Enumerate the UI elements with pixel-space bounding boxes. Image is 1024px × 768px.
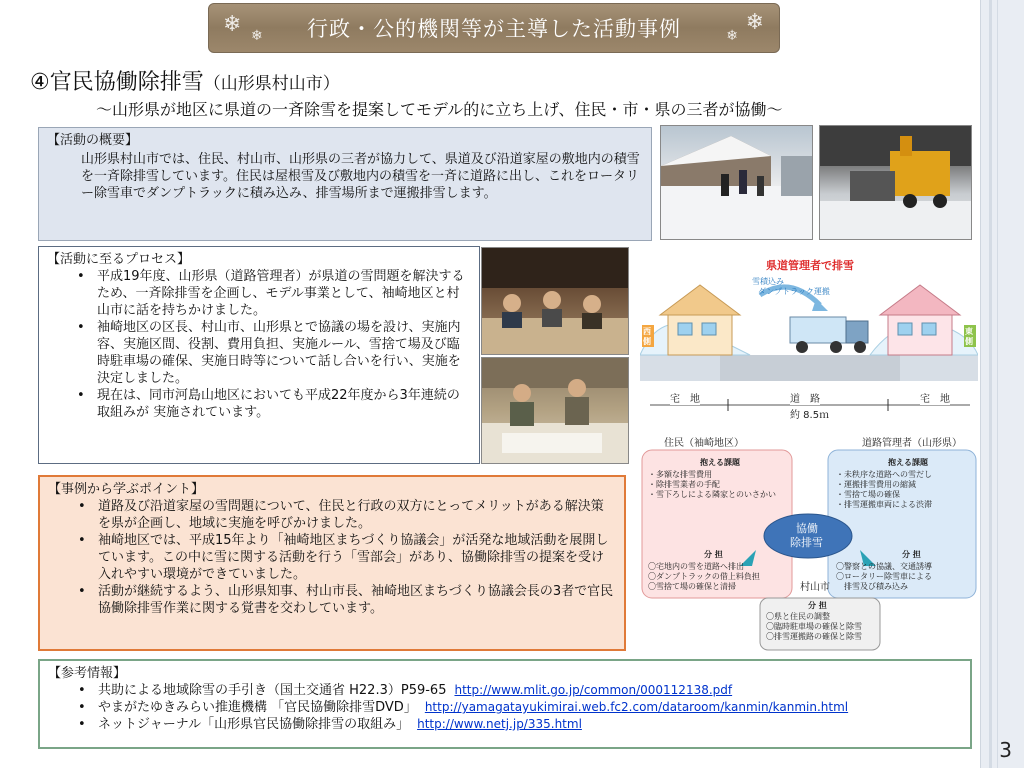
snowflake-icon: ❄: [726, 28, 739, 44]
city-share-title: 分 担: [808, 601, 827, 610]
diagram-title: 県道管理者で排雪: [766, 259, 854, 272]
reference-text: ネットジャーナル「山形県官民協働除排雪の取組み」: [98, 717, 410, 732]
admin-issue-item: ・運搬排雪費用の縮減: [836, 480, 916, 489]
key-points-box: [38, 475, 626, 651]
references-heading: 【参考情報】: [48, 666, 127, 681]
collaboration-diagram: [640, 432, 978, 654]
points-list: [48, 498, 616, 617]
list-item: • 袖崎地区では、平成15年より「袖崎地区まちづくり協議会」が活発な地域活動を展開しています。この中に雪に関する活動を行う「雪部会」があり、協働除排雪の提案を受け入れやすい環境ができていました。: [48, 532, 616, 583]
list-item: [48, 716, 962, 733]
references-box: [38, 659, 972, 749]
overview-heading: 【活動の概要】: [47, 133, 139, 148]
reference-text: 共助による地域除雪の手引き（国土交通省 H22.3）P59-65: [98, 683, 447, 698]
snowflake-icon: ❄: [251, 28, 264, 44]
admin-issues-title: 抱える課題: [888, 458, 928, 467]
diagram-left-zone: 宅 地: [670, 390, 700, 405]
page-title: [30, 65, 340, 96]
page-number: 3: [999, 738, 1012, 762]
resident-title: 住民（袖崎地区）: [664, 438, 744, 449]
resident-share-item: 〇雪捨て場の確保と清掃: [648, 582, 736, 591]
points-heading: 【事例から学ぶポイント】: [48, 482, 205, 497]
reference-link[interactable]: http://www.netj.jp/335.html: [417, 717, 582, 731]
snowflake-icon: ❄: [223, 12, 243, 37]
admin-issue-item: ・未秩序な道路への雪だし: [836, 470, 932, 479]
resident-issue-item: ・除排雪業者の手配: [648, 480, 720, 489]
list-item: • 平成19年度、山形県（道路管理者）が県道の雪問題を解決するため、一斉除排雪を企画し、モデル事業として、袖崎地区と村山市に話を持ちかけました。: [47, 268, 471, 319]
page-subtitle: 〜山形県が地区に県道の一斉除雪を提案してモデル的に立ち上げ、住民・市・県の三者が協働〜: [96, 100, 783, 119]
list-item: • 道路及び沿道家屋の雪問題について、住民と行政の双方にとってメリットがある解決策を県が企画し、地域に実施を呼びかけました。: [48, 498, 616, 532]
center-label-line2: 除排雪: [790, 536, 823, 549]
resident-share-item: 〇ダンプトラックの借上料負担: [648, 572, 760, 581]
diagram-west-label: 西側: [643, 327, 651, 346]
meeting-photo-2: [481, 357, 629, 464]
snow-removal-photo-2: [819, 125, 972, 240]
process-list: [47, 268, 471, 421]
slide-side-rail: [980, 0, 1024, 768]
resident-share-item: 〇宅地内の雪を道路へ排出: [648, 562, 744, 571]
list-item: • 袖崎地区の区長、村山市、山形県とで協議の場を設け、実施内容、実施区間、役割、費用負担、実施ルール、雪捨て場及び臨時駐車場の確保、実施日時等について話し合いを行い、実施を決定しました。: [47, 319, 471, 387]
admin-share-item: 〇警察との協議、交通誘導: [836, 562, 932, 571]
admin-issue-item: ・排雪運搬車両による渋滞: [836, 500, 932, 509]
diagram-note-haul: ダンプトラック運搬: [758, 287, 830, 296]
center-label-line1: 協働: [796, 522, 818, 535]
reference-link[interactable]: http://yamagatayukimirai.web.fc2.com/dataroom/kanmin/kanmin.html: [424, 700, 849, 714]
list-item: [48, 682, 962, 699]
resident-issue-item: ・雪下ろしによる隣家とのいさかい: [648, 490, 776, 499]
meeting-photo-1: [481, 247, 629, 355]
resident-share-title: 分 担: [704, 550, 723, 559]
banner-title: 行政・公的機関等が主導した活動事例: [307, 17, 681, 41]
city-share-item: 〇県と住民の調整: [766, 612, 830, 621]
snow-removal-photo-1: [660, 125, 813, 240]
admin-share-title: 分 担: [902, 550, 921, 559]
admin-share-item: 〇ロータリー除雪車による: [836, 572, 932, 581]
city-share-item: 〇排雪運搬路の確保と除雪: [766, 632, 862, 641]
city-label: 村山市: [800, 582, 830, 593]
page-title-main: ④官民協働除排雪: [30, 70, 204, 95]
process-box: [38, 246, 480, 464]
reference-link[interactable]: http://www.mlit.go.jp/common/000112138.pdf: [454, 683, 733, 697]
diagram-road-zone: 道 路: [790, 390, 820, 405]
city-share-item: 〇臨時駐車場の確保と除雪: [766, 622, 862, 631]
list-item: • 活動が継続するよう、山形県知事、村山市長、袖崎地区まちづくり協議会長の3者で官民協働除排雪作業に関する覚書を交わしています。: [48, 583, 616, 617]
overview-box: [38, 127, 652, 241]
page-title-location: （山形県村山市）: [203, 74, 340, 94]
admin-issue-item: ・雪捨て場の確保: [836, 490, 900, 499]
list-item: [48, 699, 962, 716]
diagram-east-label: 東側: [965, 327, 973, 346]
road-cross-section-diagram: [640, 255, 978, 420]
road-admin-title: 道路管理者（山形県）: [862, 438, 962, 449]
reference-text: やまがたゆきみらい推進機構 「官民協働除排雪DVD」: [98, 700, 417, 715]
resident-issues-title: 抱える課題: [700, 458, 740, 467]
resident-issue-item: ・多額な排雪費用: [648, 470, 712, 479]
process-heading: 【活動に至るプロセス】: [47, 252, 191, 267]
section-banner: [208, 3, 780, 53]
diagram-note-load: 雪積込み: [752, 277, 784, 286]
snowflake-icon: ❄: [745, 10, 765, 35]
admin-share-item: 排雪及び積み込み: [836, 582, 908, 591]
references-list: [48, 682, 962, 733]
diagram-road-width: 約 8.5ｍ: [790, 410, 830, 421]
overview-body: 山形県村山市では、住民、村山市、山形県の三者が協力して、県道及び沿道家屋の敷地内の積雪を一斉除排雪しています。住民は屋根雪及び敷地内の積雪を一斉に道路に出し、これをロータリー除雪車でダンプトラックに積み込み、排雪場所まで運搬排雪します。: [81, 152, 640, 201]
list-item: • 現在は、同市河島山地区においても平成22年度から3年連続の取組みが 実施されています。: [47, 387, 471, 421]
diagram-right-zone: 宅 地: [920, 390, 950, 405]
